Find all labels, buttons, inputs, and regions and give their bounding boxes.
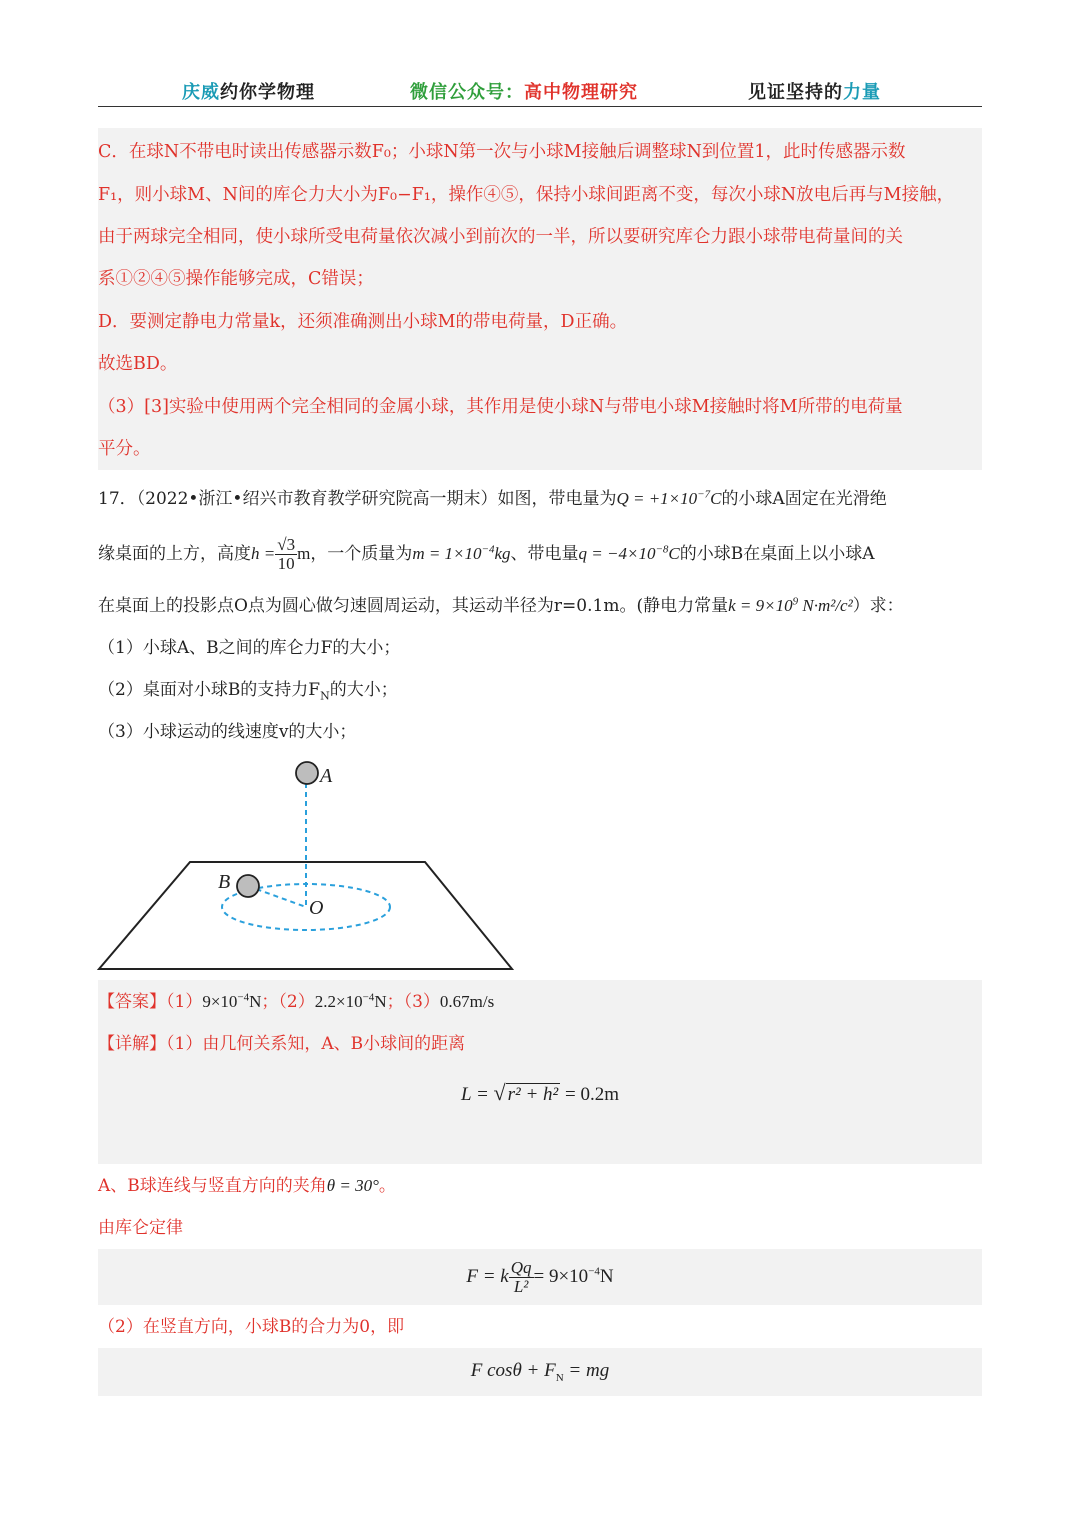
answer-2: $2.2\times 10^{-4}N$	[314, 991, 387, 1011]
charge-q: $q = -4\times 10^{-8}C$	[578, 543, 680, 563]
label-o: O	[309, 897, 324, 919]
ball-b	[237, 875, 259, 897]
equation-distance: L = √ r² + h² = 0.2m	[461, 1080, 619, 1105]
charge-Q: $Q = +1\times 10^{-7}C$	[616, 488, 722, 508]
figure-diagram	[95, 755, 525, 980]
detail-line-1: 【详解】（1）由几何关系知，A、B小球间的距离	[98, 1034, 466, 1054]
coulomb-fraction: $\frac{Qq}{\text{L²}}$	[510, 1258, 532, 1297]
solution-line: D．要测定静电力常量k，还须准确测出小球M的带电荷量，D正确。	[98, 312, 628, 332]
label-b: B	[218, 871, 231, 893]
question-line-3: 在桌面上的投影点O点为圆心做匀速圆周运动，其运动半径为r=0.1m。(静电力常量$k = 9\times 10^9$ N·m²/c²）求：	[98, 595, 904, 616]
question-part-1: （1）小球A、B之间的库仑力F的大小；	[98, 638, 401, 658]
ball-a	[296, 762, 318, 784]
answer-1: $9\times 10^{-4}N$	[202, 991, 262, 1011]
height-fraction: $\frac{√3}{10}$	[277, 535, 296, 573]
solution-line: 系①②④⑤操作能够完成，C错误；	[98, 269, 374, 289]
header-middle: 微信公众号：高中物理研究	[410, 82, 638, 103]
question-part-3: （3）小球运动的线速度v的大小；	[98, 722, 357, 742]
solution-line: 故选BD。	[98, 354, 178, 374]
question-part-2: （2）桌面对小球B的支持力$F_N$的大小；	[98, 680, 398, 703]
question-line-2: 缘桌面的上方，高度h = $\frac{√3}{10}$ m，一个质量为$m = 1\times 10^{-4}kg$、带电量$q = -4\times 10^{-8}C$的小球B在桌面上以小球A	[98, 535, 875, 573]
mass-m: $m = 1\times 10^{-4}kg$	[412, 543, 511, 563]
answer-3: 0.67m/s	[439, 992, 495, 1011]
solution-line: C．在球N不带电时读出传感器示数F₀；小球N第一次与小球M接触后调整球N到位置1，此时传感器示数	[98, 142, 906, 162]
label-a: A	[320, 765, 333, 787]
solution-line: 平分。	[98, 439, 151, 459]
header-left: 庆威约你学物理	[182, 82, 315, 103]
answer-line: 【答案】$(1)9\times 10^{-4}N$；$(2)2.2\times 10^{-4}N$；（3）0.67m/s	[98, 991, 495, 1012]
constant-k: $k = 9\times 10^9$ N·m²/c²	[728, 595, 853, 615]
page-header	[98, 74, 982, 107]
table-surface	[99, 862, 512, 969]
equation-coulomb: F = k $\frac{Qq}{\text{L²}}$ = $9\times 10^{-4}N$	[466, 1258, 614, 1297]
detail-line-4: （2）在竖直方向，小球B的合力为0，即	[98, 1317, 405, 1337]
detail-line-3: 由库仑定律	[98, 1218, 183, 1238]
question-line-1: 17．（2022•浙江•绍兴市教育教学研究院高一期末）如图，带电量为$Q = +1\times 10^{-7}C$的小球A固定在光滑绝	[98, 488, 887, 509]
equation-vertical: F $\cos\theta + F_N$ = mg	[470, 1360, 610, 1384]
detail-line-2: A、B球连线与竖直方向的夹角θ = 30°。	[98, 1176, 396, 1196]
solution-line: （3）[3]实验中使用两个完全相同的金属小球，其作用是使小球N与带电小球M接触时将M所带的电荷量	[98, 397, 903, 417]
solution-line: F₁，则小球M、N间的库仑力大小为F₀−F₁，操作④⑤，保持小球间距离不变，每次小球N放电后再与M接触，	[98, 185, 955, 205]
header-right: 见证坚持的力量	[748, 82, 881, 103]
solution-line: 由于两球完全相同，使小球所受电荷量依次减小到前次的一半，所以要研究库仑力跟小球带电荷量间的关	[98, 227, 903, 247]
sqrt-sign: √	[493, 1080, 506, 1105]
